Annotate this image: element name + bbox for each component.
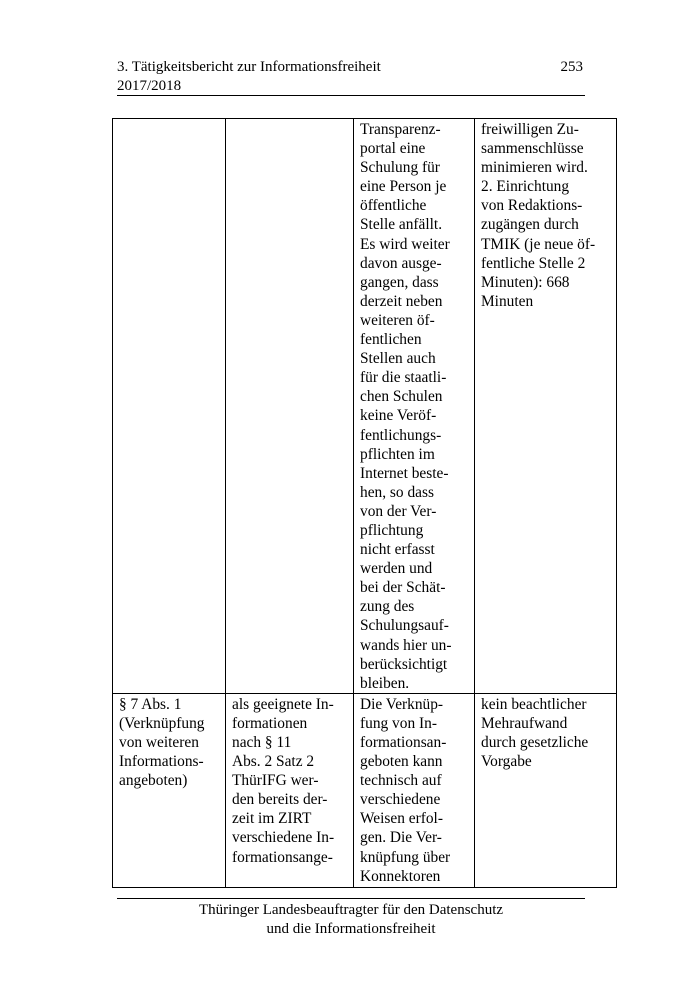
table-cell: Die Verknüp- fung von In- formationsan- geboten kann technisch auf verschiedene Weisen erfol- gen. Die Ver- knüpfung über Konnektoren [354, 693, 475, 887]
table-row [113, 119, 617, 694]
footer-divider [117, 898, 585, 899]
report-title: 3. Tätigkeitsbericht zur Informationsfreiheit 2017/2018 [117, 59, 381, 94]
assessment-table [112, 118, 617, 888]
table-cell [226, 119, 354, 694]
table-row [113, 693, 617, 887]
table-cell: kein beachtlicher Mehraufwand durch gesetzliche Vorgabe [475, 693, 617, 887]
table-cell [113, 119, 226, 694]
table-cell: freiwilligen Zu- sammenschlüsse minimieren wird. 2. Einrichtung von Redaktions- zugängen durch TMIK (je neue öf- fentliche Stelle 2 Minuten): 668 Minuten [475, 119, 617, 694]
table-cell: als geeignete In- formationen nach § 11 Abs. 2 Satz 2 ThürIFG wer- den bereits der- zeit im ZIRT verschiedene In- formationsange- [226, 693, 354, 887]
header-divider [117, 95, 585, 96]
page-footer: Thüringer Landesbeauftragter für den Datenschutz und die Informationsfreiheit [198, 902, 504, 937]
page-number: 253 [560, 59, 583, 75]
table-cell: Transparenz- portal eine Schulung für eine Person je öffentliche Stelle anfällt. Es wird weiter davon ausge- gangen, dass derzeit neben weiteren öf- fentlichen Stellen auch für die staatli- chen Schulen keine Veröf- fentlichungs- pflichten im Internet beste- hen, so dass von der Ver- pflichtung nicht erfasst werden und bei der Schät- zung des Schulungsauf- wands hier un- berücksichtigt bleiben. [354, 119, 475, 694]
table-cell: § 7 Abs. 1 (Verknüpfung von weiteren Informations- angeboten) [113, 693, 226, 887]
